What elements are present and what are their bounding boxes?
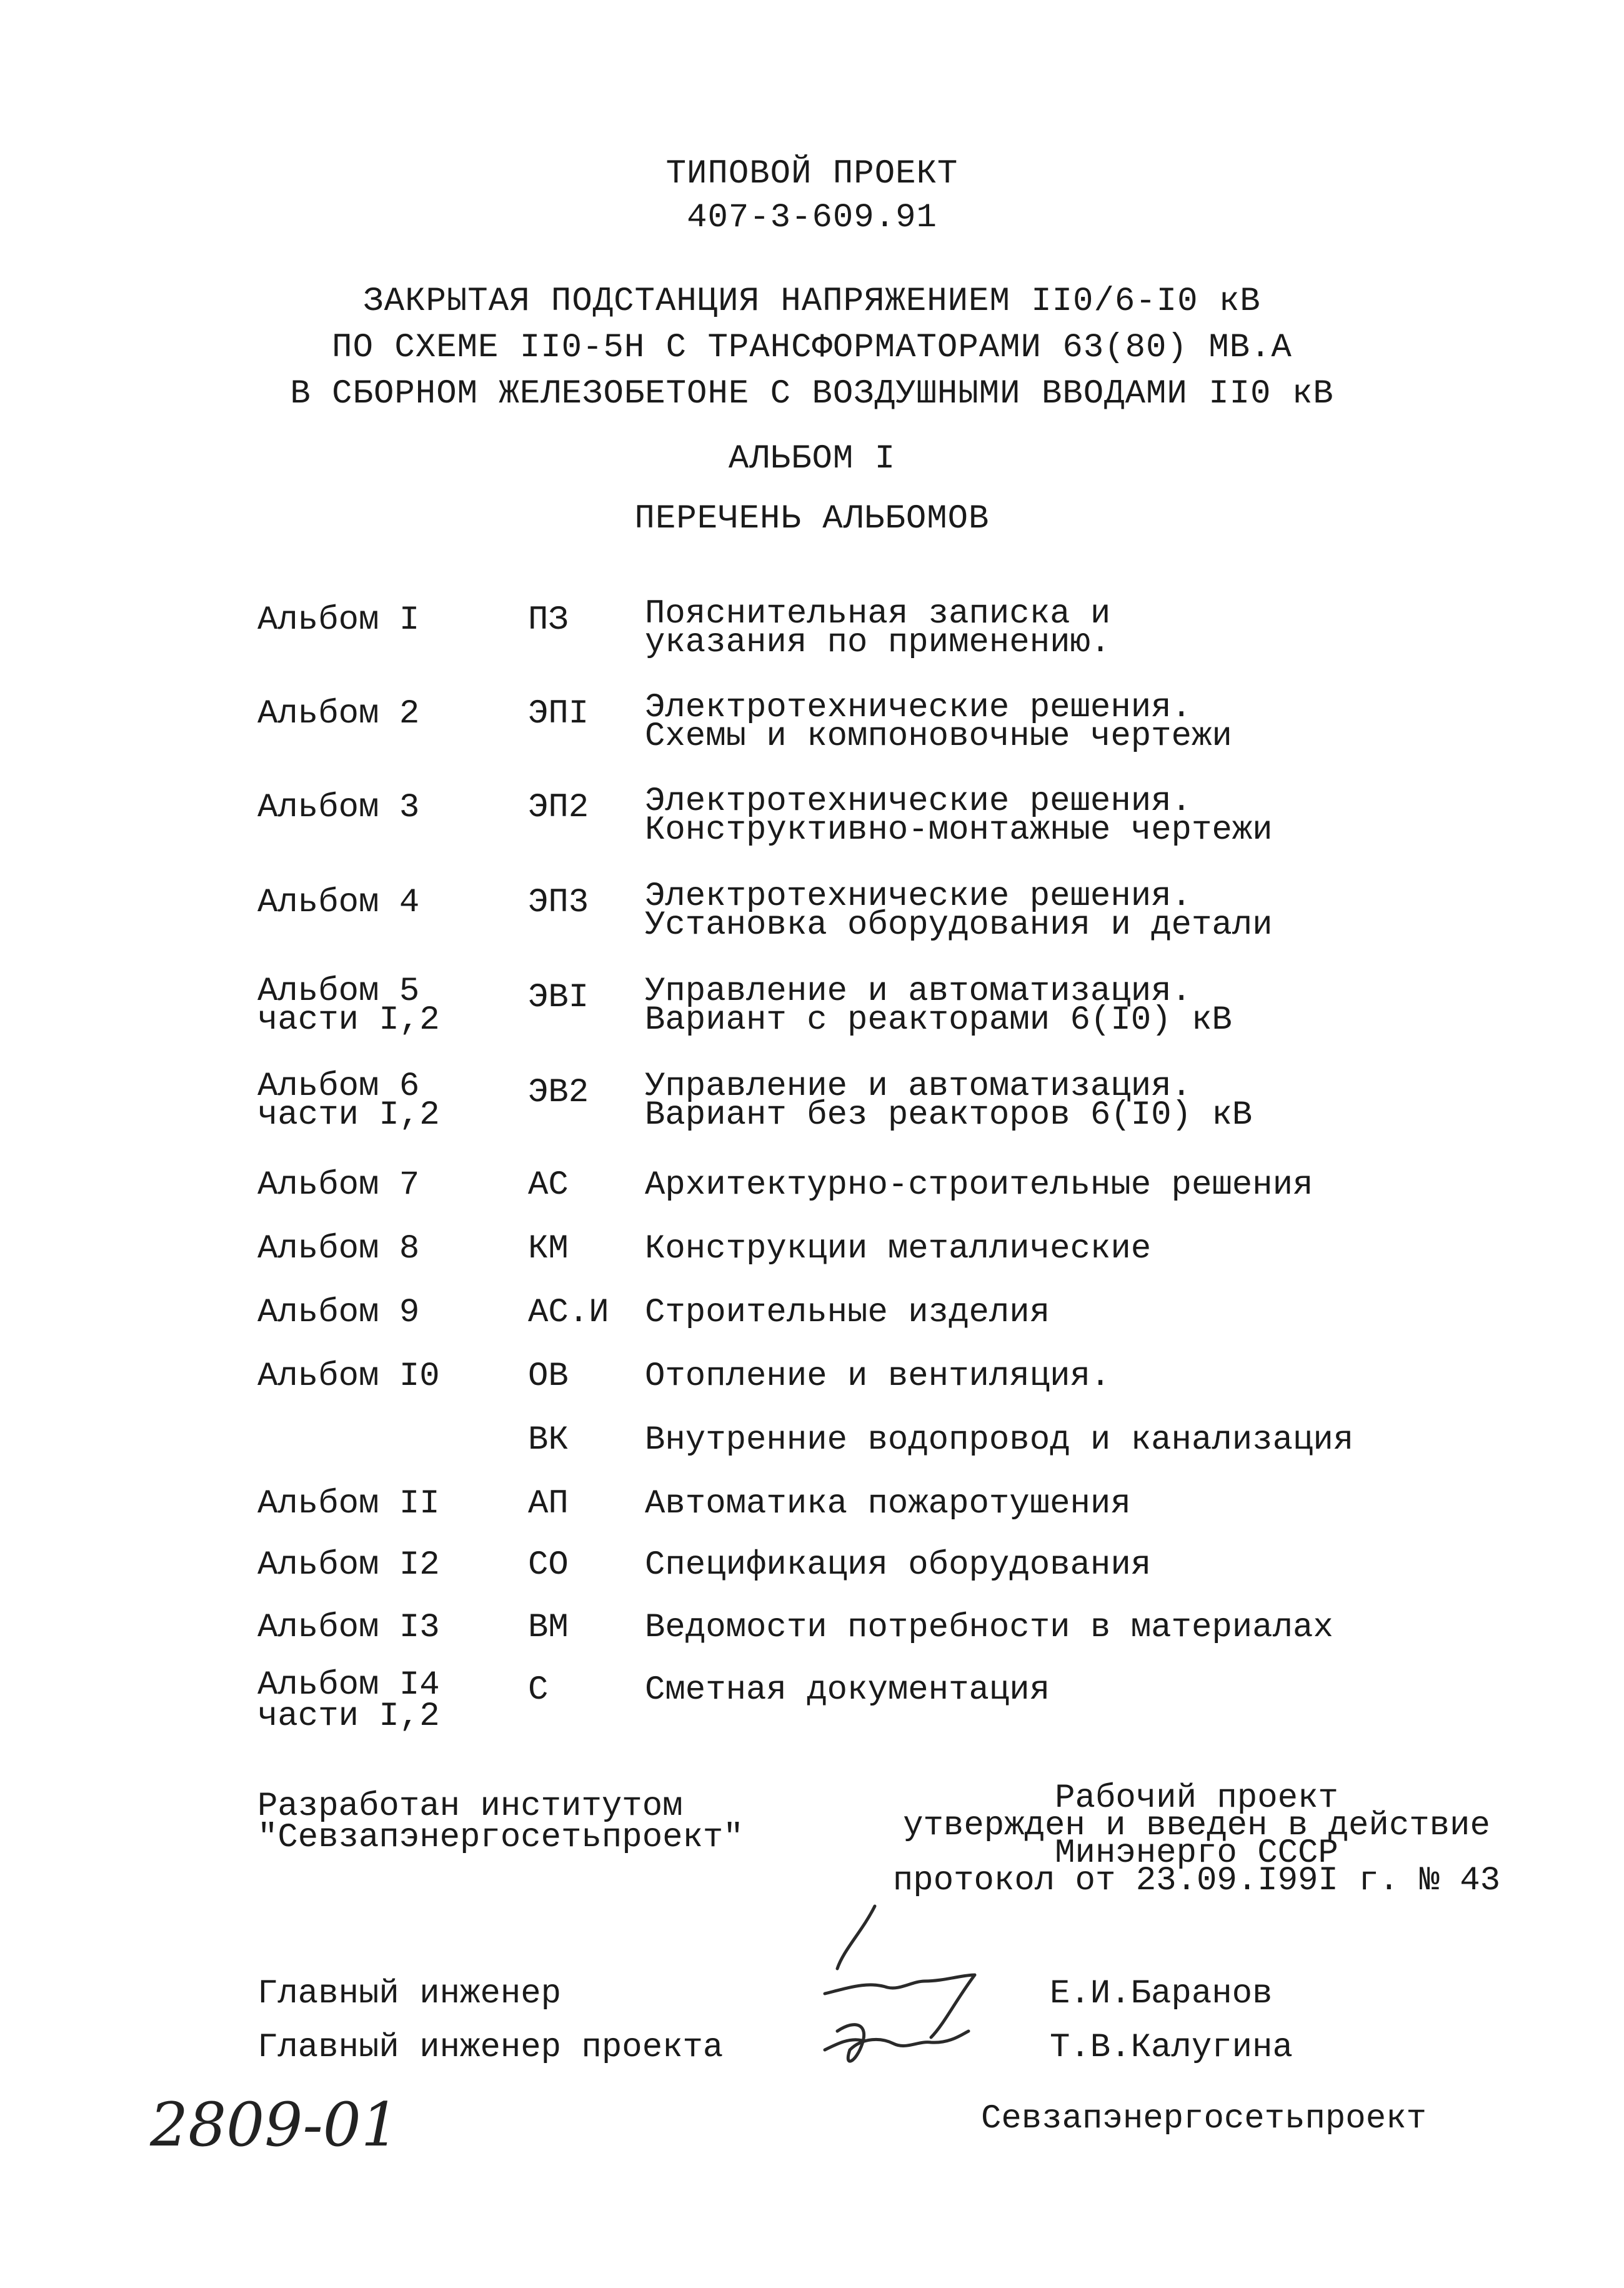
- title-line-2: ПО СХЕМЕ II0-5Н С ТРАНСФОРМАТОРАМИ 63(80) МВ.А: [332, 329, 1292, 367]
- approval-line-1: Рабочий проект: [1055, 1779, 1338, 1817]
- album-row: [0, 972, 1624, 1065]
- album-description: Отопление и вентиляция.: [645, 1357, 1111, 1396]
- album-code: ПЗ: [528, 601, 569, 639]
- album-code: ВМ: [528, 1609, 569, 1647]
- album-name: Альбом II: [257, 1485, 440, 1523]
- approval-line-3: Минэнерго СССР: [1055, 1834, 1338, 1872]
- album-description: Электротехнические решения. Схемы и компоновочные чертежи: [645, 689, 1232, 756]
- album-description: Ведомости потребности в материалах: [645, 1609, 1333, 1647]
- developer-label: Разработан институтом: [257, 1787, 683, 1826]
- album-row: [0, 782, 1624, 875]
- album-description: Конструкции металлические: [645, 1230, 1152, 1268]
- developer-block: [257, 1787, 744, 1857]
- album-description: Электротехнические решения. Установка оборудования и детали: [645, 877, 1273, 944]
- album-name: Альбом 2: [257, 695, 420, 733]
- album-name: Альбом 9: [257, 1294, 420, 1332]
- album-description: Автоматика пожаротушения: [645, 1485, 1131, 1523]
- title-line-1: ЗАКРЫТАЯ ПОДСТАНЦИЯ НАПРЯЖЕНИЕМ II0/6-I0 кВ: [363, 282, 1261, 321]
- album-description: Спецификация оборудования: [645, 1546, 1152, 1584]
- album-description: Внутренние водопровод и канализация: [645, 1421, 1354, 1459]
- header-number: 407-3-609.91: [687, 199, 937, 237]
- album-name: Альбом 3: [257, 789, 420, 827]
- footer-org: Севзапэнергосетьпроект: [981, 2100, 1427, 2138]
- album-code: ЭВI: [528, 979, 589, 1017]
- developer-org: "Севзапэнергосетьпроект": [257, 1819, 744, 1857]
- album-description: Управление и автоматизация. Вариант без реакторов 6(I0) кВ: [645, 1067, 1253, 1134]
- album-name: Альбом 7: [257, 1166, 420, 1204]
- album-code: ЭП3: [528, 884, 589, 922]
- album-code: КМ: [528, 1230, 569, 1268]
- staff-names: [1050, 1967, 1293, 2075]
- list-title: ПЕРЕЧЕНЬ АЛЬБОМОВ: [634, 500, 990, 538]
- album-name: Альбом 6 части I,2: [257, 1067, 440, 1134]
- approval-line-4: протокол от 23.09.I99I г. № 43: [892, 1862, 1501, 1900]
- album-code: ЭВ2: [528, 1074, 589, 1112]
- album-description: Строительные изделия: [645, 1294, 1050, 1332]
- album-description: Управление и автоматизация. Вариант с реакторами 6(I0) кВ: [645, 972, 1232, 1039]
- album-code: ЭПI: [528, 695, 589, 733]
- album-row: [0, 877, 1624, 970]
- album-description: Архитектурно-строительные решения: [645, 1166, 1313, 1204]
- album-name: Альбом 4: [257, 884, 420, 922]
- album-row: [0, 1666, 1624, 1757]
- album-code: С: [528, 1671, 549, 1709]
- signature-marks: [800, 1894, 1006, 2081]
- title-line-3: В СБОРНОМ ЖЕЛЕЗОБЕТОНЕ С ВОЗДУШНЫМИ ВВОДАМИ II0 кВ: [290, 375, 1334, 413]
- album-name: Альбом I3: [257, 1609, 440, 1647]
- album-code: ЭП2: [528, 789, 589, 827]
- approval-block: [869, 1779, 1525, 1900]
- staff-roles: [257, 1967, 723, 2075]
- staff-name: Е.И.Баранов: [1050, 1975, 1273, 2013]
- staff-role: Главный инженер: [257, 1975, 562, 2013]
- album-code: ВК: [528, 1421, 569, 1459]
- album-name: Альбом I2: [257, 1546, 440, 1584]
- approval-line-2: утвержден и введен в действие: [903, 1807, 1490, 1845]
- album-name: Альбом 8: [257, 1230, 420, 1268]
- album-name: Альбом I4 части I,2: [257, 1666, 440, 1736]
- album-row: [0, 1067, 1624, 1160]
- album-code: ОВ: [528, 1357, 569, 1396]
- album-description: Сметная документация: [645, 1671, 1050, 1709]
- album-name: Альбом 5 части I,2: [257, 972, 440, 1039]
- album-description: Электротехнические решения. Конструктивно-монтажные чертежи: [645, 782, 1273, 849]
- header-type: ТИПОВОЙ ПРОЕКТ: [665, 155, 959, 193]
- staff-role: Главный инженер проекта: [257, 2029, 724, 2067]
- album-row: [0, 689, 1624, 781]
- album-name: Альбом I: [257, 601, 420, 639]
- album-row: [0, 595, 1624, 687]
- album-code: СО: [528, 1546, 569, 1584]
- album-description: Пояснительная записка и указания по применению.: [645, 595, 1111, 662]
- handwritten-number: 2809-01: [150, 2090, 399, 2160]
- staff-name: Т.В.Калугина: [1050, 2029, 1293, 2067]
- album-code: АП: [528, 1485, 569, 1523]
- album-code: АС.И: [528, 1294, 609, 1332]
- album-name: Альбом I0: [257, 1357, 440, 1396]
- album-code: АС: [528, 1166, 569, 1204]
- album-title: АЛЬБОМ I: [728, 440, 896, 478]
